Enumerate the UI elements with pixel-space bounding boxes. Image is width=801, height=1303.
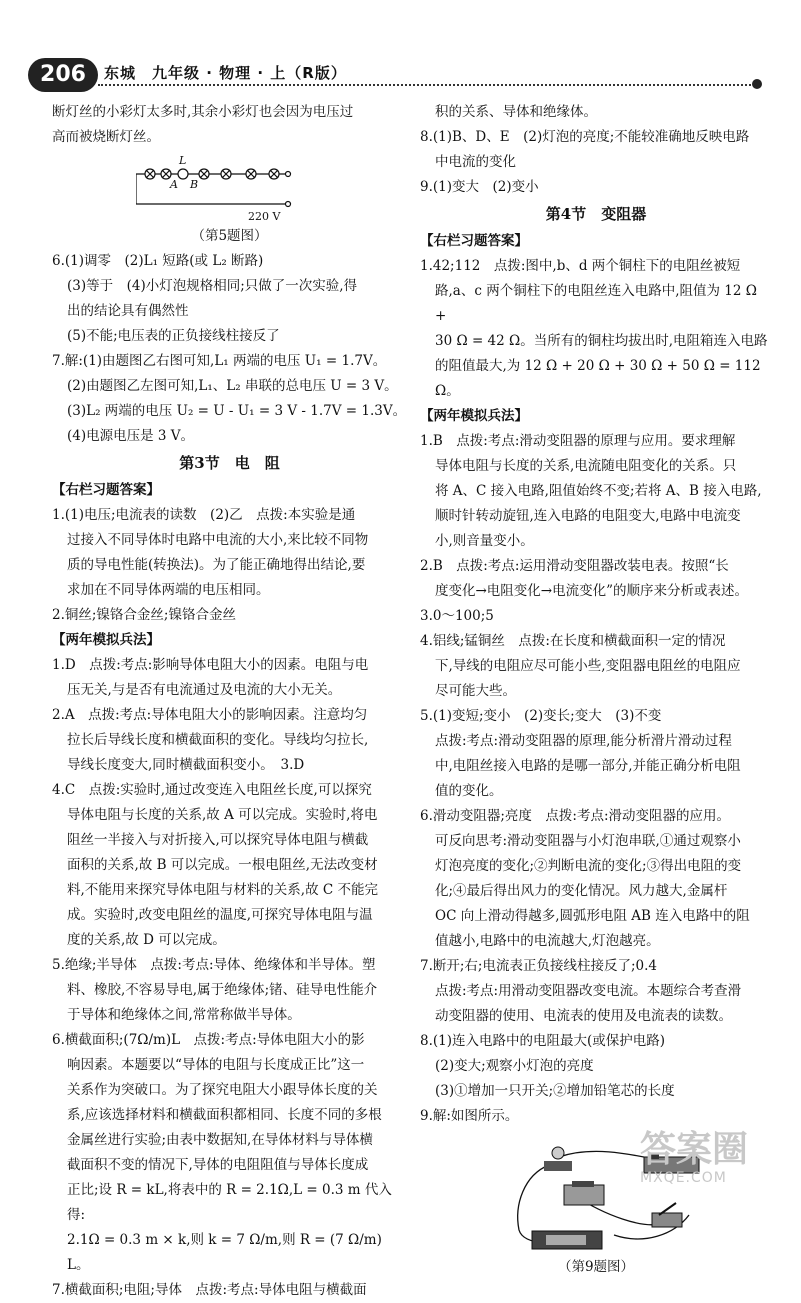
fig9-caption: （第9题图） bbox=[557, 1259, 635, 1275]
text-line: 7.断开;右;电流表正负接线柱接反了;0.4 bbox=[420, 958, 657, 974]
section-label: 【右栏习题答案】 bbox=[420, 233, 528, 249]
fig5-circuit-diagram bbox=[136, 152, 306, 224]
text-line: 1.(1)电压;电流表的读数 (2)乙 点拨:本实验是通 bbox=[52, 507, 356, 523]
text-line: 金属丝进行实验;由表中数据知,在导体材料与导体横 bbox=[67, 1132, 373, 1148]
text-line: 料,不能用来探究导体电阻与材料的关系,故 C 不能完 bbox=[67, 882, 378, 898]
fig5-label-B: B bbox=[190, 178, 199, 191]
text-line: 9.解:如图所示。 bbox=[420, 1108, 519, 1124]
text-line: 点拨:考点:用滑动变阻器改变电流。本题综合考查滑 bbox=[435, 983, 742, 999]
lamp-L-icon bbox=[178, 169, 188, 179]
text-line: (2)由题图乙左图可知,L₁、L₂ 串联的总电压 U = 3 V。 bbox=[67, 378, 398, 394]
text-line: 关系作为突破口。为了探究电阻大小跟导体长度的关 bbox=[67, 1082, 378, 1098]
text-line: 可反向思考:滑动变阻器与小灯泡串联,①通过观察小 bbox=[435, 833, 741, 849]
watermark-text: 答案圈 bbox=[640, 1129, 749, 1170]
text-line: 9.(1)变大 (2)变小 bbox=[420, 179, 539, 195]
text-line: 正比;设 R = kL,将表中的 R = 2.1Ω,L = 0.3 m 代入得: bbox=[67, 1182, 392, 1223]
section-label: 【两年模拟兵法】 bbox=[52, 632, 160, 648]
text-line: 4.C 点拨:实验时,通过改变连入电阻丝长度,可以探究 bbox=[52, 782, 372, 798]
section-label: 【右栏习题答案】 bbox=[52, 482, 160, 498]
lamp-icon bbox=[145, 169, 155, 179]
text-line: 5.(1)变短;变小 (2)变长;变大 (3)不变 bbox=[420, 708, 662, 724]
text-line: 面积的关系,故 B 可以完成。一根电阻丝,无法改变材 bbox=[67, 857, 378, 873]
text-line: (3)①增加一只开关;②增加铅笔芯的长度 bbox=[435, 1083, 675, 1099]
text-line: 的阻值最大,为 12 Ω + 20 Ω + 30 Ω + 50 Ω = 112 Ω。 bbox=[435, 358, 761, 399]
header-dot bbox=[752, 79, 762, 89]
text-line: 响因素。本题要以“导体的电阻与长度成正比”这一 bbox=[67, 1057, 365, 1073]
text-line: 1.D 点拨:考点:影响导体电阻大小的因素。电阻与电 bbox=[52, 657, 369, 673]
text-line: 2.B 点拨:考点:运用滑动变阻器改装电表。按照“长 bbox=[420, 558, 729, 574]
text-line: 点拨:考点:滑动变阻器的原理,能分析滑片滑动过程 bbox=[435, 733, 732, 749]
battery-icon bbox=[532, 1231, 602, 1249]
text-line: 中,电阻丝接入电路的是哪一部分,并能正确分析电阻 bbox=[435, 758, 741, 774]
page-number: 206 bbox=[28, 58, 98, 92]
text-line: 7.横截面积;电阻;导体 点拨:考点:导体电阻与横截面 bbox=[52, 1282, 367, 1298]
text-line: 阻丝一半接入与对折接入,可以探究导体电阻与横截 bbox=[67, 832, 369, 848]
lamp-icon bbox=[544, 1147, 572, 1171]
right-column bbox=[420, 100, 772, 1280]
text-line: 动变阻器的使用、电流表的使用及电流表的读数。 bbox=[435, 1008, 732, 1024]
page-header bbox=[0, 0, 801, 95]
text-line: 尽可能大些。 bbox=[435, 683, 516, 699]
text-line: 6.(1)调零 (2)L₁ 短路(或 L₂ 断路) bbox=[52, 253, 264, 269]
text-line: 度变化→电阻变化→电流变化”的顺序来分析或表述。 bbox=[435, 583, 749, 599]
section-title: 第4节 变阻器 bbox=[545, 205, 647, 223]
text-line: 积的关系、导体和绝缘体。 bbox=[435, 104, 597, 120]
text-line: 导体电阻与长度的关系,故 A 可以完成。实验时,将电 bbox=[67, 807, 378, 823]
text-line: 中电流的变化 bbox=[435, 154, 516, 170]
text-line: 值的变化。 bbox=[435, 783, 503, 799]
fig5-caption: （第5题图） bbox=[191, 228, 268, 244]
text-line: 下,导线的电阻应尽可能小些,变阻器电阻丝的电阻应 bbox=[435, 658, 741, 674]
text-line: 3.0～100;5 bbox=[420, 608, 494, 624]
section-label: 【两年模拟兵法】 bbox=[420, 408, 528, 424]
text-line: 系,应该选择材料和横截面积都相同、长度不同的多根 bbox=[67, 1107, 382, 1123]
text-line: 化;④最后得出风力的变化情况。风力越大,金属杆 bbox=[435, 883, 728, 899]
lamp-icon bbox=[221, 169, 231, 179]
text-line: 质的导电性能(转换法)。为了能正确地得出结论,要 bbox=[67, 557, 366, 573]
lamp-icon bbox=[199, 169, 209, 179]
fig5-voltage-label: 220 V bbox=[248, 210, 281, 223]
header-rule bbox=[98, 84, 758, 86]
text-line: 2.1Ω = 0.3 m × k,则 k = 7 Ω/m,则 R = (7 Ω/m) L。 bbox=[67, 1232, 382, 1273]
text-line: 求加在不同导体两端的电压相同。 bbox=[67, 582, 270, 598]
text-line: 断灯丝的小彩灯太多时,其余小彩灯也会因为电压过 bbox=[52, 104, 354, 120]
text-line: 8.(1)连入电路中的电阻最大(或保护电路) bbox=[420, 1033, 666, 1049]
text-line: 料、橡胶,不容易导电,属于绝缘体;锗、硅导电性能介 bbox=[67, 982, 378, 998]
watermark-url: MXQE.COM bbox=[640, 1170, 727, 1186]
text-line: 灯泡亮度的变化;②判断电流的变化;③得出电阻的变 bbox=[435, 858, 742, 874]
text-line: 7.解:(1)由题图乙右图可知,L₁ 两端的电压 U₁ = 1.7V。 bbox=[52, 353, 387, 369]
text-line: 2.铜丝;镍铬合金丝;镍铬合金丝 bbox=[52, 607, 236, 623]
fig5-label-A: A bbox=[170, 178, 178, 191]
fig5-label-L: L bbox=[179, 154, 187, 167]
text-line: 8.(1)B、D、E (2)灯泡的亮度;不能较准确地反映电路 bbox=[420, 129, 750, 145]
lamp-icon bbox=[246, 169, 256, 179]
text-line: (3)L₂ 两端的电压 U₂ = U - U₁ = 3 V - 1.7V = 1.3V。 bbox=[67, 403, 407, 419]
text-line: OC 向上滑动得越多,圆弧形电阻 AB 连入电路中的阻 bbox=[435, 908, 750, 924]
text-line: 6.横截面积;(7Ω/m)L 点拨:考点:导体电阻大小的影 bbox=[52, 1032, 365, 1048]
text-line: 导体电阻与长度的关系,电流随电阻变化的关系。只 bbox=[435, 458, 737, 474]
text-line: 压无关,与是否有电流通过及电流的大小无关。 bbox=[67, 682, 342, 698]
text-line: 1.42;112 点拨:图中,b、d 两个铜柱下的电阻丝被短 bbox=[420, 258, 741, 274]
section-title: 第3节 电 阻 bbox=[179, 454, 280, 472]
text-line: 截面积不变的情况下,导体的电阻阻值与导体长度成 bbox=[67, 1157, 369, 1173]
text-line: 2.A 点拨:考点:导体电阻大小的影响因素。注意均匀 bbox=[52, 707, 368, 723]
text-line: 6.滑动变阻器;亮度 点拨:考点:滑动变阻器的应用。 bbox=[420, 808, 731, 824]
text-line: 于导体和绝缘体之间,常常称做半导体。 bbox=[67, 1007, 301, 1023]
text-line: (2)变大;观察小灯泡的亮度 bbox=[435, 1058, 594, 1074]
text-line: 度的关系,故 D 可以完成。 bbox=[67, 932, 226, 948]
text-line: 将 A、C 接入电路,阻值始终不变;若将 A、B 接入电路, bbox=[435, 483, 762, 499]
text-line: 高而被烧断灯丝。 bbox=[52, 129, 160, 145]
text-line: 拉长后导线长度和横截面积的变化。导线均匀拉长, bbox=[67, 732, 369, 748]
text-line: (3)等于 (4)小灯泡规格相同;只做了一次实验,得 bbox=[67, 278, 358, 294]
text-line: 过接入不同导体时电路中电流的大小,来比较不同物 bbox=[67, 532, 369, 548]
text-line: 顺时针转动旋钮,连入电路的电阻变大,电路中电流变 bbox=[435, 508, 741, 524]
header-title: 东城 九年级 · 物理 · 上（R版） bbox=[104, 64, 347, 82]
text-line: 值越小,电路中的电流越大,灯泡越亮。 bbox=[435, 933, 660, 949]
ammeter-icon bbox=[564, 1181, 604, 1205]
watermark bbox=[640, 1130, 790, 1195]
text-line: 出的结论具有偶然性 bbox=[67, 303, 189, 319]
text-line: 5.绝缘;半导体 点拨:考点:导体、绝缘体和半导体。塑 bbox=[52, 957, 376, 973]
text-line: 小,则音量变小。 bbox=[435, 533, 534, 549]
switch-icon bbox=[652, 1203, 682, 1227]
lamp-icon bbox=[269, 169, 279, 179]
text-line: 1.B 点拨:考点:滑动变阻器的原理与应用。要求理解 bbox=[420, 433, 736, 449]
left-column bbox=[52, 100, 407, 1303]
text-line: (5)不能;电压表的正负接线柱接反了 bbox=[67, 328, 280, 344]
text-line: 路,a、c 两个铜柱下的电阻丝连入电路中,阻值为 12 Ω + bbox=[435, 283, 757, 324]
text-line: 4.铝线;锰铜丝 点拨:在长度和横截面积一定的情况 bbox=[420, 633, 726, 649]
terminal-icon bbox=[286, 202, 291, 207]
text-line: (4)电源电压是 3 V。 bbox=[67, 428, 195, 444]
text-line: 30 Ω = 42 Ω。当所有的铜柱均拔出时,电阻箱连入电路 bbox=[435, 333, 768, 349]
text-line: 导线长度变大,同时横截面积变小。 3.D bbox=[67, 757, 305, 773]
text-line: 成。实验时,改变电阻丝的温度,可探究导体电阻与温 bbox=[67, 907, 373, 923]
terminal-icon bbox=[286, 172, 291, 177]
